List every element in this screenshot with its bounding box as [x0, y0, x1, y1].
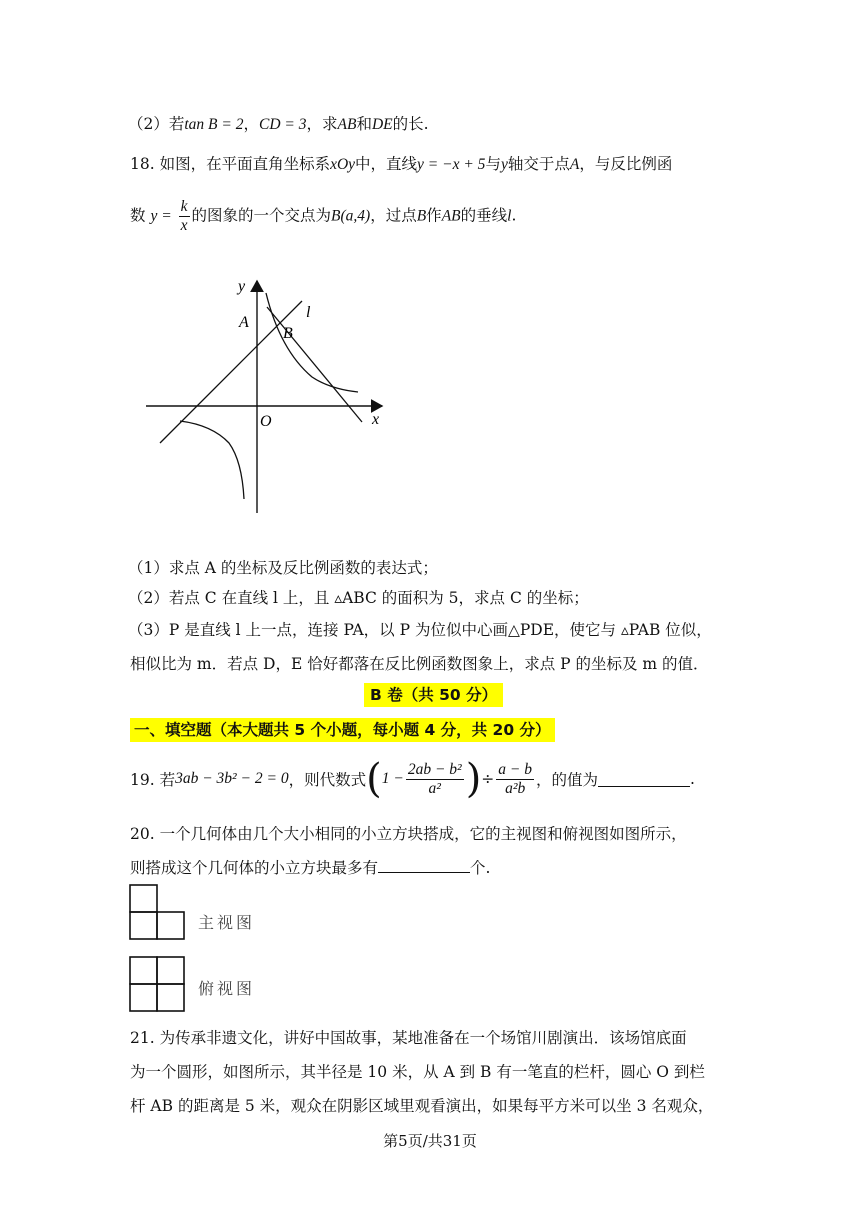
q17-part2: （2）若tan B = 2，CD = 3，求AB和DE的长. [128, 115, 429, 133]
label-x: x [372, 411, 380, 428]
front-view-label: 主视图 [198, 913, 256, 932]
q21-line1: 21. 为传承非遗文化，讲好中国故事，某地准备在一个场馆川剧演出．该场馆底面 [130, 1029, 687, 1047]
k-over-x: $\frac{k}{x}$ [180, 198, 188, 234]
q20-line2: 则搭成这个几何体的小立方块最多有 个. [130, 859, 491, 877]
label-B: B [283, 325, 293, 342]
label-l: l [306, 304, 311, 321]
section-b-part1: 一、填空题（本大题共 5 个小题，每小题 4 分，共 20 分） [130, 718, 555, 740]
top-view-figure [129, 956, 189, 1014]
q20-answer-blank [378, 858, 470, 873]
line-ab [267, 307, 362, 422]
label-A: A [239, 314, 249, 331]
label-y: y [238, 278, 246, 295]
front-view-figure [129, 884, 189, 942]
hyperbola-branch-3 [180, 421, 244, 499]
q18-line1: 18. 如图，在平面直角坐标系xOy中，直线y = −x + 5与y轴交于点A，与反比例函 [130, 155, 673, 173]
q18-sub3-line2: 相似比为 m．若点 D，E 恰好都落在反比例函数图象上，求点 P 的坐标及 m 的值． [130, 655, 709, 673]
q18-sub3-line1: （3）P 是直线 l 上一点，连接 PA，以 P 为位似中心画△PDE，使它与 ▵PAB 位似， [128, 621, 712, 639]
top-view-label: 俯视图 [198, 979, 256, 998]
q18-sub2: （2）若点 C 在直线 l 上，且 ▵ABC 的面积为 5，求点 C 的坐标； [128, 589, 589, 607]
label-O: O [260, 413, 272, 430]
q21-line2: 为一个圆形，如图所示，其半径是 10 米，从 A 到 B 有一笔直的栏杆，圆心 O 到栏 [130, 1063, 705, 1081]
q18-graph [140, 275, 400, 525]
q19: 19. 若3ab − 3b² − 2 = 0，则代数式(1 − $\frac{\text{2ab − b²}}{\text{a²}}$ )÷ $\frac{a - b}{\text{a²b}}$ ，的值为 . [130, 756, 695, 802]
section-b-title: B 卷（共 50 分） [364, 683, 503, 705]
tan-expr: tan B = 2 [184, 116, 244, 133]
cd-expr: CD = 3 [259, 116, 307, 133]
q19-answer-blank [598, 772, 690, 787]
q18-sub1: （1）求点 A 的坐标及反比例函数的表达式； [128, 559, 438, 577]
q21-line3: 杆 AB 的距离是 5 米，观众在阴影区域里观看演出，如果每平方米可以坐 3 名观众， [130, 1097, 714, 1115]
hyperbola-branch-1 [266, 293, 358, 392]
q18-line2: 数 y = $\frac{k}{x}$ 的图象的一个交点为B(a,4)，过点B作AB的垂线l. [130, 198, 517, 234]
q20-line1: 20. 一个几何体由几个大小相同的小立方块搭成，它的主视图和俯视图如图所示， [130, 825, 687, 843]
fraction-1: $\frac{\text{2ab − b²}}{\text{a²}}$ [407, 760, 462, 797]
fraction-2: $\frac{a - b}{\text{a²b}}$ [498, 760, 533, 797]
page-footer: 第5页/共31页 [383, 1132, 477, 1150]
